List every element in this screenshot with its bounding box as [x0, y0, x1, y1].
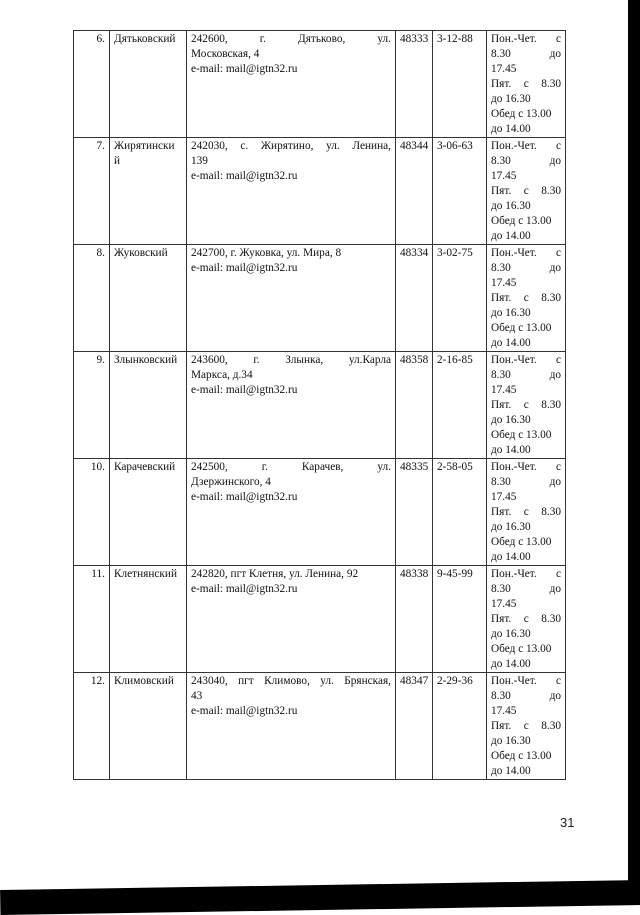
hours-line: 8.30 до: [491, 583, 561, 595]
hours-line: до 16.30: [491, 307, 531, 319]
row-number: 11.: [74, 566, 110, 673]
hours-line: до 14.00: [491, 337, 531, 349]
phone-number: 2-16-85: [433, 352, 487, 459]
hours-line: Обед с 13.00: [491, 536, 552, 548]
scan-bottom-edge: [0, 880, 640, 915]
address-cell: [187, 245, 396, 352]
address-cell: [187, 673, 396, 780]
hours-line: до 16.30: [491, 735, 531, 747]
table-row: [74, 673, 566, 780]
hours-line: 17.45: [491, 705, 517, 717]
hours-line: Пят. с 8.30: [491, 613, 561, 625]
address-line: 139: [191, 155, 208, 167]
hours-line: до 14.00: [491, 551, 531, 563]
district-name: Дятьковский: [110, 31, 187, 138]
row-number: 7.: [74, 138, 110, 245]
table-body: [74, 31, 566, 780]
hours-line: Обед с 13.00: [491, 215, 552, 227]
hours-line: Обед с 13.00: [491, 750, 552, 762]
email-address: e-mail: mail@igtn32.ru: [191, 384, 298, 396]
hours-line: Пят. с 8.30: [491, 78, 561, 90]
hours-line: до 16.30: [491, 628, 531, 640]
hours-line: до 14.00: [491, 230, 531, 242]
hours-line: 17.45: [491, 170, 517, 182]
hours-line: 17.45: [491, 277, 517, 289]
hours-line: Пон.-Чет. с: [491, 33, 561, 45]
hours-line: до 16.30: [491, 200, 531, 212]
phone-number: 2-58-05: [433, 459, 487, 566]
hours-line: до 14.00: [491, 444, 531, 456]
hours-line: Пон.-Чет. с: [491, 675, 561, 687]
working-hours: [487, 673, 566, 780]
hours-line: Пон.-Чет. с: [491, 247, 561, 259]
working-hours: [487, 245, 566, 352]
hours-line: Пон.-Чет. с: [491, 140, 561, 152]
row-number: 6.: [74, 31, 110, 138]
phone-area-code: 48344: [396, 138, 433, 245]
hours-line: 8.30 до: [491, 690, 561, 702]
district-name: Карачевский: [110, 459, 187, 566]
email-address: e-mail: mail@igtn32.ru: [191, 262, 298, 274]
row-number: 10.: [74, 459, 110, 566]
working-hours: [487, 566, 566, 673]
hours-line: Пон.-Чет. с: [491, 568, 561, 580]
address-line: 43: [191, 690, 203, 702]
hours-line: Обед с 13.00: [491, 322, 552, 334]
phone-number: 3-02-75: [433, 245, 487, 352]
phone-area-code: 48333: [396, 31, 433, 138]
hours-line: до 14.00: [491, 658, 531, 670]
scan-right-edge: [628, 0, 640, 905]
hours-line: 17.45: [491, 598, 517, 610]
address-line: Московская, 4: [191, 48, 260, 60]
hours-line: Пят. с 8.30: [491, 399, 561, 411]
address-line: 242600, г. Дятьково, ул.: [191, 33, 391, 45]
address-cell: [187, 352, 396, 459]
address-line: 242030, с. Жирятино, ул. Ленина,: [191, 140, 391, 152]
hours-line: 8.30 до: [491, 262, 561, 274]
page-number: 31: [560, 815, 575, 830]
address-cell: [187, 138, 396, 245]
email-address: e-mail: mail@igtn32.ru: [191, 491, 298, 503]
district-name: Клетнянский: [110, 566, 187, 673]
phone-number: 2-29-36: [433, 673, 487, 780]
address-line: 242700, г. Жуковка, ул. Мира, 8: [191, 247, 342, 259]
hours-line: до 14.00: [491, 765, 531, 777]
address-line: 242500, г. Карачев, ул.: [191, 461, 391, 473]
phone-area-code: 48338: [396, 566, 433, 673]
district-name: Жирятински й: [110, 138, 187, 245]
table-row: [74, 138, 566, 245]
hours-line: до 14.00: [491, 123, 531, 135]
office-schedule-table: [73, 30, 566, 780]
hours-line: 8.30 до: [491, 48, 561, 60]
hours-line: Обед с 13.00: [491, 643, 552, 655]
hours-line: 17.45: [491, 384, 517, 396]
email-address: e-mail: mail@igtn32.ru: [191, 583, 298, 595]
table-row: [74, 245, 566, 352]
district-name: Климовский: [110, 673, 187, 780]
table-row: [74, 459, 566, 566]
hours-line: 17.45: [491, 63, 517, 75]
phone-number: 3-12-88: [433, 31, 487, 138]
hours-line: Пон.-Чет. с: [491, 354, 561, 366]
working-hours: [487, 138, 566, 245]
hours-line: Пят. с 8.30: [491, 292, 561, 304]
hours-line: 8.30 до: [491, 476, 561, 488]
hours-line: 17.45: [491, 491, 517, 503]
address-line: Маркса, д.34: [191, 369, 253, 381]
phone-area-code: 48335: [396, 459, 433, 566]
phone-number: 3-06-63: [433, 138, 487, 245]
phone-area-code: 48358: [396, 352, 433, 459]
address-line: 243600, г. Злынка, ул.Карла: [191, 354, 391, 366]
row-number: 12.: [74, 673, 110, 780]
hours-line: Обед с 13.00: [491, 429, 552, 441]
working-hours: [487, 352, 566, 459]
hours-line: Пят. с 8.30: [491, 506, 561, 518]
hours-line: Пят. с 8.30: [491, 720, 561, 732]
hours-line: 8.30 до: [491, 369, 561, 381]
address-cell: [187, 566, 396, 673]
hours-line: до 16.30: [491, 414, 531, 426]
phone-area-code: 48334: [396, 245, 433, 352]
district-name: Жуковский: [110, 245, 187, 352]
hours-line: 8.30 до: [491, 155, 561, 167]
row-number: 8.: [74, 245, 110, 352]
address-cell: [187, 31, 396, 138]
working-hours: [487, 31, 566, 138]
hours-line: до 16.30: [491, 93, 531, 105]
address-line: Дзержинского, 4: [191, 476, 271, 488]
table-row: [74, 352, 566, 459]
address-line: 242820, пгт Клетня, ул. Ленина, 92: [191, 568, 359, 580]
hours-line: Обед с 13.00: [491, 108, 552, 120]
working-hours: [487, 459, 566, 566]
email-address: e-mail: mail@igtn32.ru: [191, 170, 298, 182]
phone-area-code: 48347: [396, 673, 433, 780]
address-cell: [187, 459, 396, 566]
row-number: 9.: [74, 352, 110, 459]
hours-line: Пят. с 8.30: [491, 185, 561, 197]
email-address: e-mail: mail@igtn32.ru: [191, 63, 298, 75]
hours-line: Пон.-Чет. с: [491, 461, 561, 473]
address-line: 243040, пгт Климово, ул. Брянская,: [191, 675, 391, 687]
hours-line: до 16.30: [491, 521, 531, 533]
phone-number: 9-45-99: [433, 566, 487, 673]
table-row: [74, 566, 566, 673]
table-row: [74, 31, 566, 138]
email-address: e-mail: mail@igtn32.ru: [191, 705, 298, 717]
district-name: Злынковский: [110, 352, 187, 459]
